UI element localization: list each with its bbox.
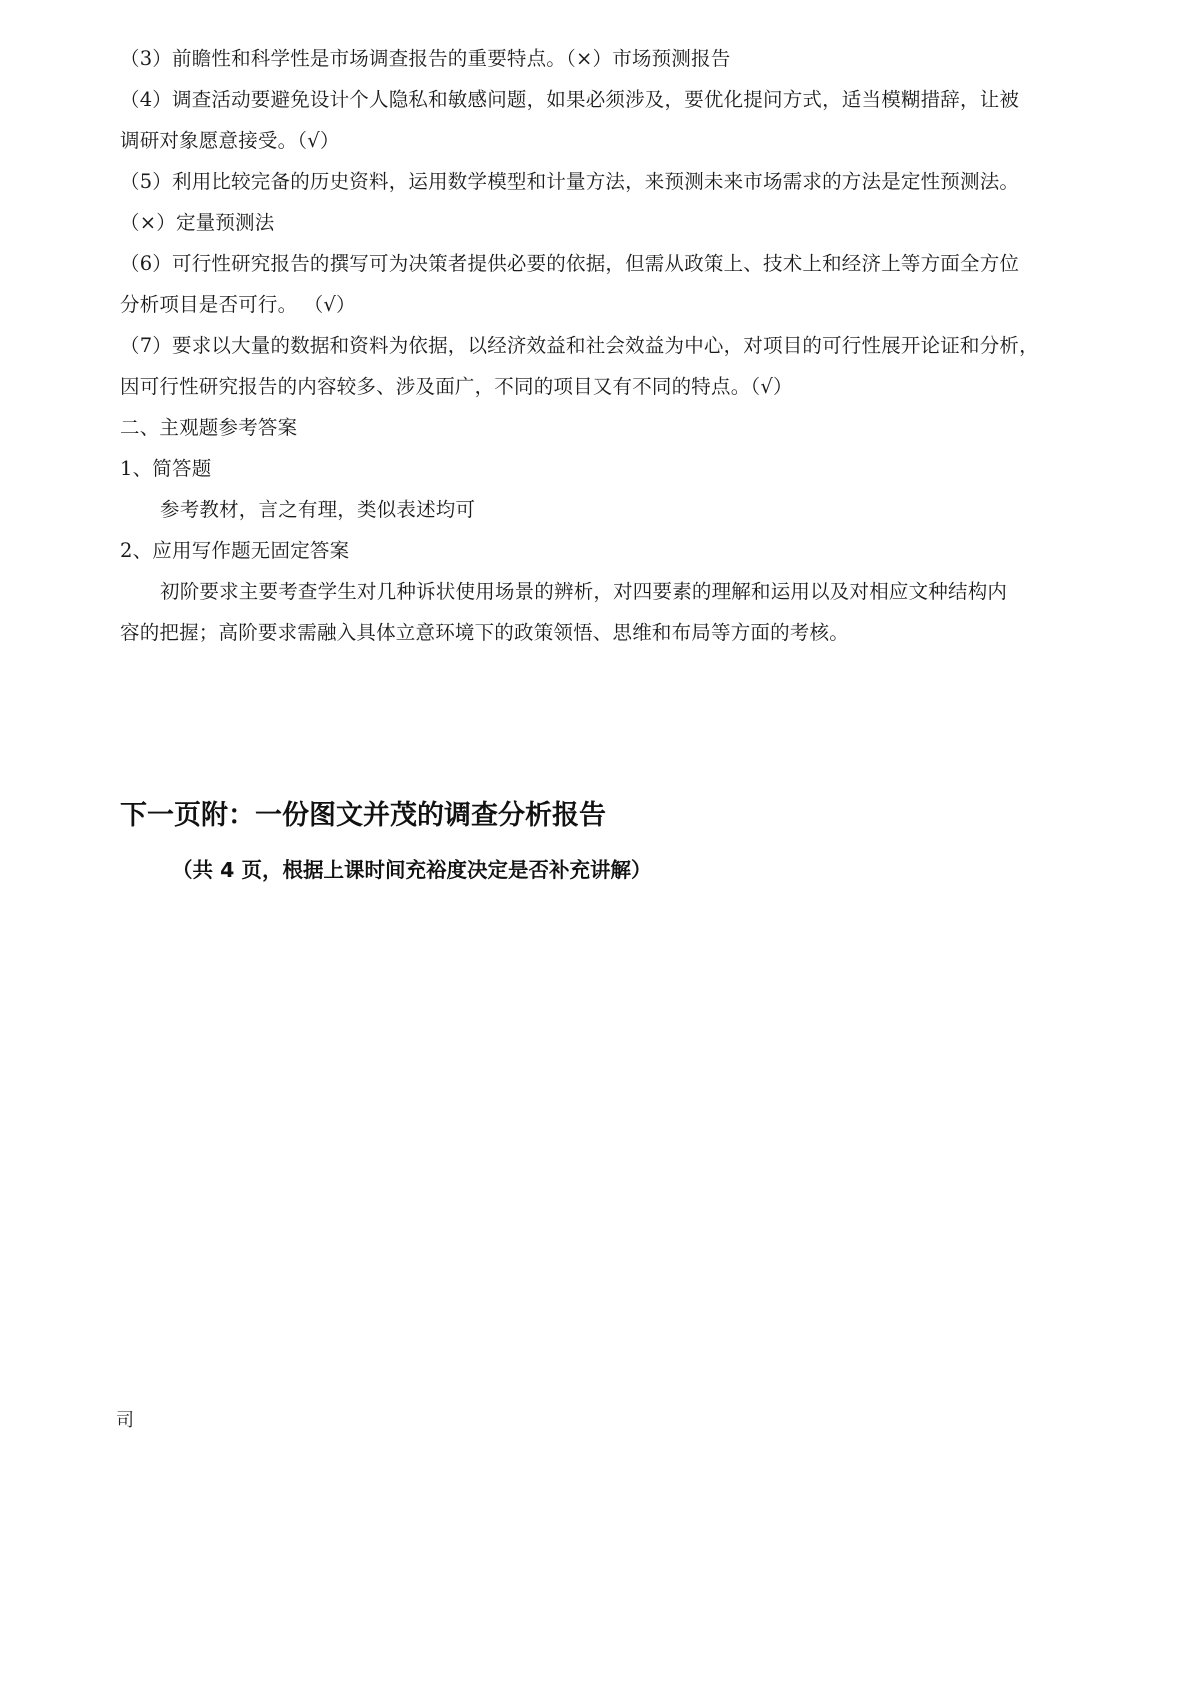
appendix-title: 下一页附：一份图文并茂的调查分析报告 xyxy=(120,800,606,831)
section-heading-subjective: 二、主观题参考答案 xyxy=(120,416,298,439)
answer-line-7a: （7）要求以大量的数据和资料为依据，以经济效益和社会效益为中心，对项目的可行性展开论证和分析， xyxy=(120,334,1039,357)
answer-line-6b: 分析项目是否可行。 （√） xyxy=(120,293,356,316)
answer-line-5a: （5）利用比较完备的历史资料，运用数学模型和计量方法，来预测未来市场需求的方法是定性预测法。 xyxy=(120,170,1020,193)
answer-content xyxy=(120,38,1080,653)
writing-text-b: 容的把握；高阶要求需融入具体立意环境下的政策领悟、思维和布局等方面的考核。 xyxy=(120,621,849,644)
writing-text-a: 初阶要求主要考查学生对几种诉状使用场景的辨析，对四要素的理解和运用以及对相应文种结构内 xyxy=(160,580,1008,603)
subheading-writing: 2、应用写作题无固定答案 xyxy=(120,539,350,562)
short-answer-text: 参考教材，言之有理，类似表述均可 xyxy=(160,498,476,521)
answer-line-5b: （×）定量预测法 xyxy=(120,211,275,234)
answer-line-6a: （6）可行性研究报告的撰写可为决策者提供必要的依据，但需从政策上、技术上和经济上等方面全方位 xyxy=(120,252,1020,275)
subheading-short-answer: 1、简答题 xyxy=(120,457,212,480)
answer-line-3: （3）前瞻性和科学性是市场调查报告的重要特点。（×）市场预测报告 xyxy=(120,47,731,70)
appendix-note: （共 4 页，根据上课时间充裕度决定是否补充讲解） xyxy=(172,858,652,882)
answer-line-4a: （4）调查活动要避免设计个人隐私和敏感问题，如果必须涉及，要优化提问方式，适当模糊措辞，让被 xyxy=(120,88,1020,111)
answer-line-7b: 因可行性研究报告的内容较多、涉及面广，不同的项目又有不同的特点。（√） xyxy=(120,375,793,398)
stray-character: 司 xyxy=(116,1410,134,1431)
answer-line-4b: 调研对象愿意接受。（√） xyxy=(120,129,340,152)
